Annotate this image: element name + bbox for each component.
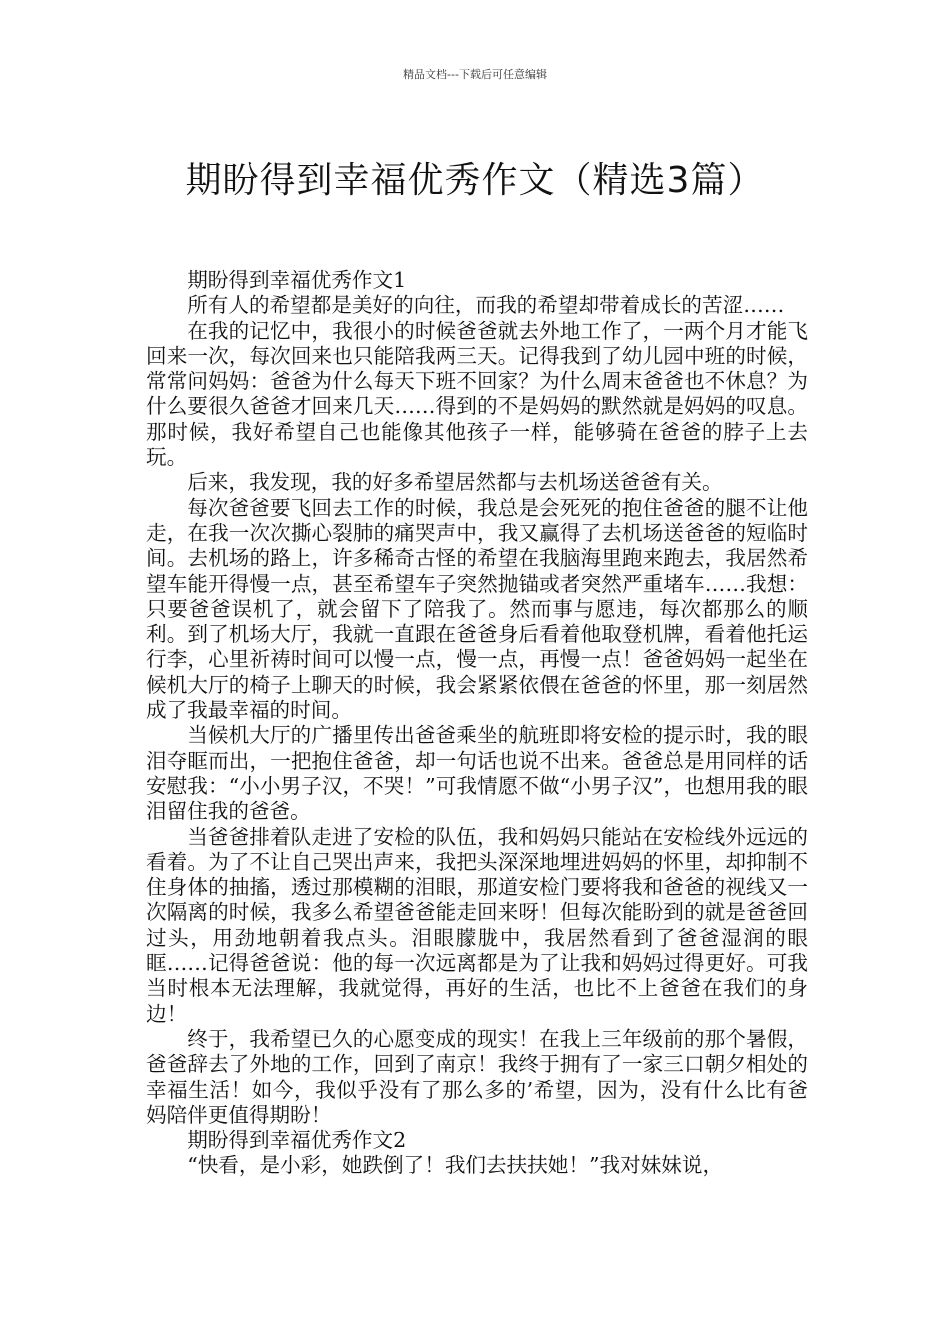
paragraph: 当爸爸排着队走进了安检的队伍，我和妈妈只能站在安检线外远远的看着。为了不让自己哭出声来，我把头深深地埋进妈妈的怀里，却抑制不住身体的抽搐，透过那模糊的泪眼，那道安检门要将我和爸爸的视线又一次隔离的时候，我多么希望爸爸能走回来呀！但每次能盼到的就是爸爸回过头，用劲地朝着我点头。泪眼朦胧中，我居然看到了爸爸湿润的眼眶……记得爸爸说：他的每一次远离都是为了让我和妈妈过得更好。可我当时根本无法理解，我就觉得，再好的生活，也比不上爸爸在我们的身边！ xyxy=(146,824,808,1026)
paragraph: 在我的记忆中，我很小的时候爸爸就去外地工作了，一两个月才能飞回来一次，每次回来也只能陪我两三天。记得我到了幼儿园中班的时候，常常问妈妈：爸爸为什么每天下班不回家？为什么周末爸爸也不休息？为什么要很久爸爸才回来几天……得到的不是妈妈的默然就是妈妈的叹息。那时候，我好希望自己也能像其他孩子一样，能够骑在爸爸的脖子上去玩。 xyxy=(146,318,808,470)
paragraph: 期盼得到幸福优秀作文1 xyxy=(187,268,407,292)
paragraph: 后来，我发现，我的好多希望居然都与去机场送爸爸有关。 xyxy=(187,470,723,495)
paragraph: 期盼得到幸福优秀作文2 xyxy=(187,1128,407,1153)
document-title: 期盼得到幸福优秀作文（精选3篇） xyxy=(185,160,765,202)
document-body xyxy=(146,268,808,1179)
paragraph: 当候机大厅的广播里传出爸爸乘坐的航班即将安检的提示时，我的眼泪夺眶而出，一把抱住爸爸，却一句话也说不出来。爸爸总是用同样的话安慰我：“小小男子汉，不哭！”可我情愿不做“小男子汉”，也想用我的眼泪留住我的爸爸。 xyxy=(146,723,808,824)
paragraph: 所有人的希望都是美好的向往，而我的希望却带着成长的苦涩…… xyxy=(187,293,785,318)
paragraph: 终于，我希望已久的心愿变成的现实！在我上三年级前的那个暑假，爸爸辞去了外地的工作，回到了南京！我终于拥有了一家三口朝夕相处的幸福生活！如今，我似乎没有了那么多的’希望，因为，没有什么比有爸妈陪伴更值得期盼！ xyxy=(146,1026,808,1127)
paragraph: “快看，是小彩，她跌倒了！我们去扶扶她！”我对妹妹说， xyxy=(187,1153,724,1178)
page-header: 精品文档---下载后可任意编辑 xyxy=(403,68,547,81)
paragraph: 每次爸爸要飞回去工作的时候，我总是会死死的抱住爸爸的腿不让他走，在我一次次撕心裂肺的痛哭声中，我又赢得了去机场送爸爸的短临时间。去机场的路上，许多稀奇古怪的希望在我脑海里跑来跑去，我居然希望车能开得慢一点，甚至希望车子突然抛锚或者突然严重堵车……我想：只要爸爸误机了，就会留下了陪我了。然而事与愿违，每次都那么的顺利。到了机场大厅，我就一直跟在爸爸身后看着他取登机牌，看着他托运行李，心里祈祷时间可以慢一点，慢一点，再慢一点！爸爸妈妈一起坐在候机大厅的椅子上聊天的时候，我会紧紧依偎在爸爸的怀里，那一刻居然成了我最幸福的时间。 xyxy=(146,495,808,723)
